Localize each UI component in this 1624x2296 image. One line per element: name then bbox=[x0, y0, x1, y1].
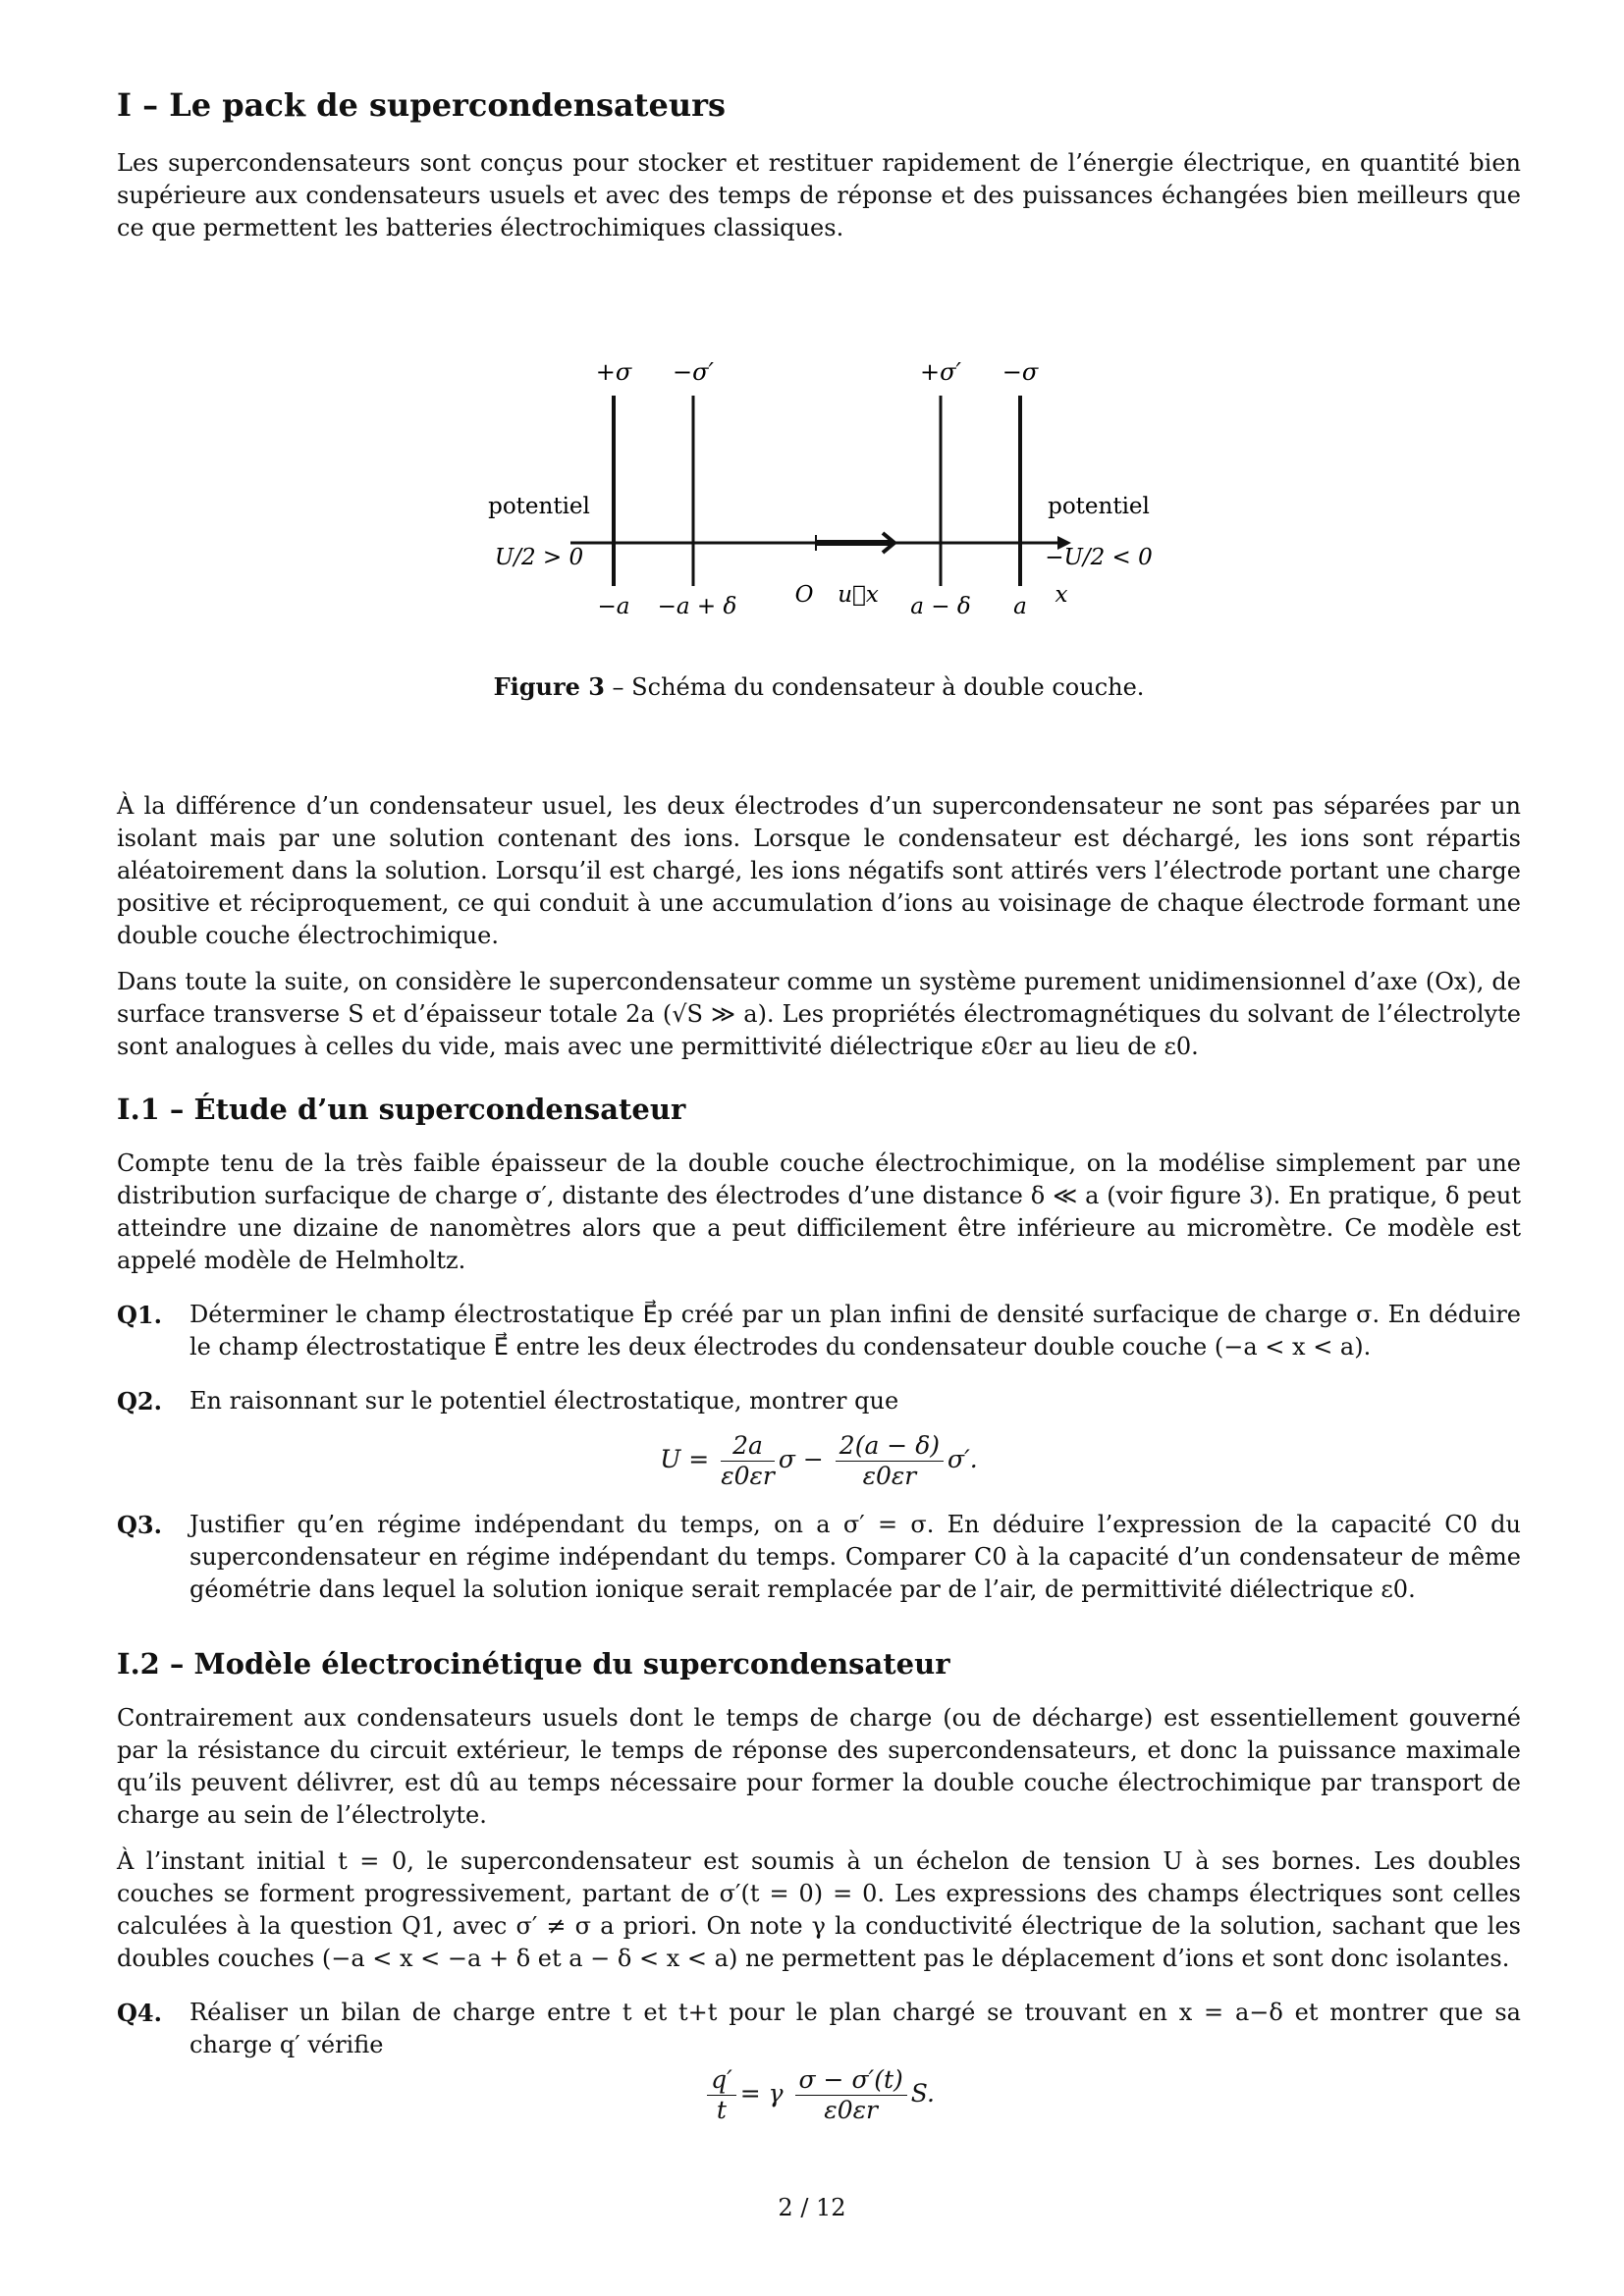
question-3 bbox=[117, 1509, 1521, 1606]
caption-label: Figure 3 bbox=[493, 672, 605, 701]
axis-label-minus-a: −a bbox=[597, 594, 630, 619]
question-3-label: Q3. bbox=[117, 1511, 162, 1539]
question-2 bbox=[117, 1385, 1521, 1417]
figure-3 bbox=[117, 270, 1521, 731]
axis-label-unit-vector: u⃗x bbox=[838, 582, 879, 608]
label-minus-sigma: −σ bbox=[1001, 358, 1039, 386]
question-3-text: Justifier qu’en régime indépendant du temps, on a σ′ = σ. En déduire l’expression de la capacité C0 du supercondensateur en régime indépendant du temps. Comparer C0 à la capacité d’un condensateur de même géométrie dans lequel la solution ionique serait remplacée par de l’air, de permittivité diélectrique ε0. bbox=[189, 1511, 1521, 1603]
label-plus-sigma: +σ bbox=[595, 358, 632, 386]
page-content bbox=[117, 86, 1521, 2143]
subsection-title-2: I.2 – Modèle électrocinétique du supercondensateur bbox=[117, 1647, 950, 1681]
question-4-text: Réaliser un bilan de charge entre t et t+t pour le plan chargé se trouvant en x = a−δ et montrer que sa charge q′ vérifie bbox=[189, 1999, 1521, 2058]
left-potential-label: potentiel bbox=[488, 494, 590, 519]
question-2-text: En raisonnant sur le potentiel électrostatique, montrer que bbox=[189, 1387, 899, 1415]
figure-caption bbox=[117, 672, 1521, 701]
axis-label-a: a bbox=[1013, 594, 1027, 619]
subsection-2-paragraph-2: À l’instant initial t = 0, le supercondensateur est soumis à un échelon de tension U à ses bornes. Les doubles couches se forment progressivement, partant de σ′(t = 0) = 0. Les expressions des champs électriques sont celles calculées à la question Q1, avec σ′ ≠ σ a priori. On note γ la conductivité électrique de la solution, sachant que les doubles couches (−a < x < −a + δ et a − δ < x < a) ne permettent pas le déplacement d’ions et sont donc isolantes. bbox=[117, 1847, 1521, 1972]
label-minus-sigma-prime: −σ′ bbox=[673, 358, 714, 386]
axis-label-origin: O bbox=[794, 582, 814, 608]
subsection-1-paragraph: Compte tenu de la très faible épaisseur de la double couche électrochimique, on la modélise simplement par une distribution surfacique de charge σ′, distante des électrodes d’une distance δ ≪ a (voir figure 3). En pratique, δ peut atteindre une dizaine de nanomètres alors que a peut difficilement être inférieure au micromètre. Ce modèle est appelé modèle de Helmholtz. bbox=[117, 1149, 1521, 1274]
axis-label-minus-a-plus-delta: −a + δ bbox=[657, 594, 737, 619]
question-4 bbox=[117, 1997, 1521, 2061]
question-4-label: Q4. bbox=[117, 1999, 162, 2027]
question-1-label: Q1. bbox=[117, 1301, 162, 1329]
right-potential-label: potentiel bbox=[1048, 494, 1150, 519]
subsection-title-1: I.1 – Étude d’un supercondensateur bbox=[117, 1093, 686, 1126]
capacitor-diagram bbox=[117, 270, 1521, 682]
paragraph-model: Dans toute la suite, on considère le supercondensateur comme un système purement unidimensionnel d’axe (Ox), de surface transverse S et d’épaisseur totale 2a (√S ≫ a). Les propriétés électromagnétiques du solvant de l’électrolyte sont analogues à celles du vide, mais avec une permittivité diélectrique ε0εr au lieu de ε0. bbox=[117, 968, 1521, 1060]
question-1-text: Déterminer le champ électrostatique E⃗p créé par un plan infini de densité surfacique de charge σ. En déduire le champ électrostatique E⃗ entre les deux électrodes du condensateur double couche (−a < x < a). bbox=[189, 1301, 1521, 1361]
page-number: 2 / 12 bbox=[778, 2194, 846, 2221]
left-potential-value: U/2 > 0 bbox=[494, 545, 584, 570]
section-title: I – Le pack de supercondensateurs bbox=[117, 86, 727, 124]
intro-paragraph: Les supercondensateurs sont conçus pour stocker et restituer rapidement de l’énergie électrique, en quantité bien supérieure aux condensateurs usuels et avec des temps de réponse et des puissances échangées bien meilleurs que ce que permettent les batteries électrochimiques classiques. bbox=[117, 149, 1521, 241]
axis-label-x: x bbox=[1055, 582, 1068, 608]
axis-label-a-minus-delta: a − δ bbox=[910, 594, 971, 619]
subsection-2-paragraph-1: Contrairement aux condensateurs usuels dont le temps de charge (ou de décharge) est essentiellement gouverné par la résistance du circuit extérieur, le temps de réponse des supercondensateurs, et donc la puissance maximale qu’ils peuvent délivrer, est dû au temps nécessaire pour former la double couche électrochimique par transport de charge au sein de l’électrolyte. bbox=[117, 1704, 1521, 1829]
caption-text: – Schéma du condensateur à double couche. bbox=[604, 673, 1145, 701]
equation-charge: $\frac{q'}{t}$ = γ $\frac{\sigma - \sigma'(t)}{\varepsilon 0\varepsilon r}$ S. bbox=[117, 2065, 1521, 2125]
label-plus-sigma-prime: +σ′ bbox=[920, 358, 961, 386]
question-1 bbox=[117, 1299, 1521, 1363]
equation-u: U = $\frac{2a}{\varepsilon 0\varepsilon r}$ σ − $\frac{2(a - \delta)}{\varepsilon 0\varepsilon r}$ σ′. bbox=[660, 1431, 978, 1490]
right-potential-value: −U/2 < 0 bbox=[1045, 545, 1153, 570]
question-2-label: Q2. bbox=[117, 1387, 162, 1415]
paragraph-ions: À la différence d’un condensateur usuel, les deux électrodes d’un supercondensateur ne sont pas séparées par un isolant mais par une solution contenant des ions. Lorsque le condensateur est déchargé, les ions sont répartis aléatoirement dans la solution. Lorsqu’il est chargé, les ions négatifs sont attirés vers l’électrode portant une charge positive et réciproquement, ce qui conduit à une accumulation d’ions au voisinage de chaque électrode formant une double couche électrochimique. bbox=[117, 792, 1521, 949]
